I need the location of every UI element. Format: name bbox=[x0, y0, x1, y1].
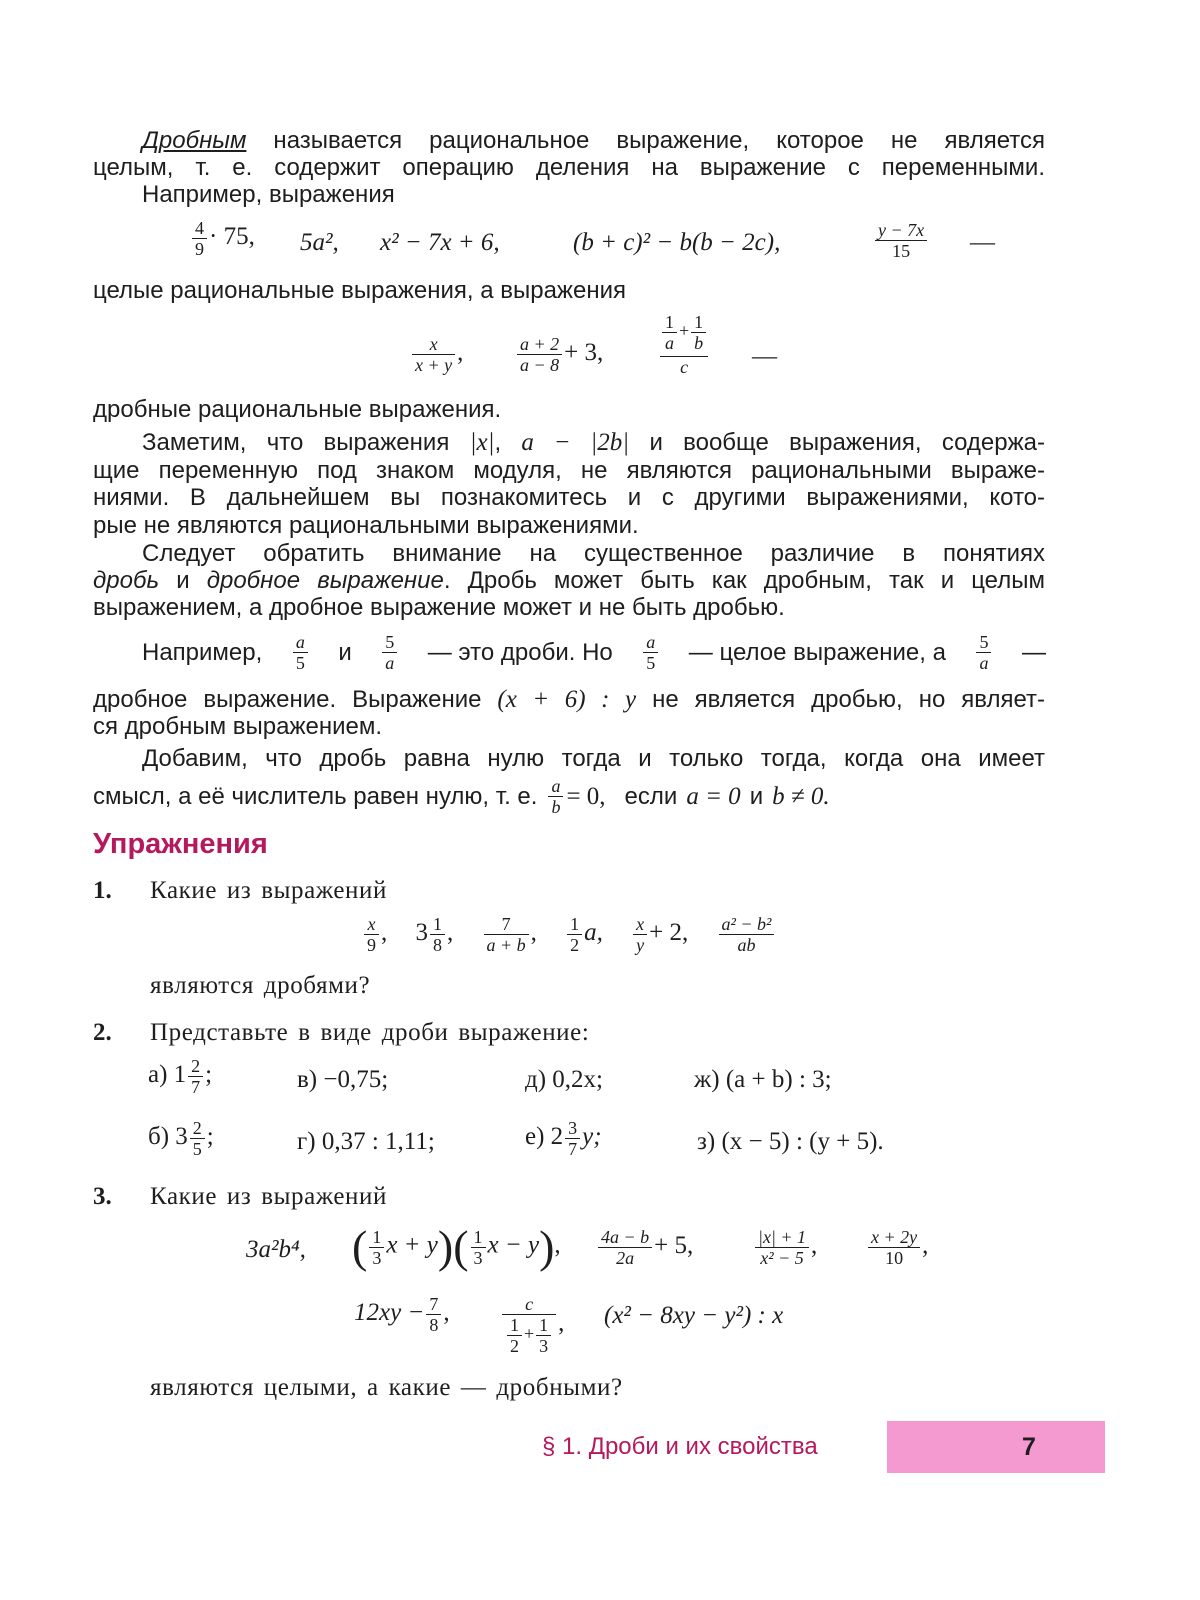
term-fractional: Дробным bbox=[142, 127, 247, 154]
exercise-3-expr-4: $\frac{|x| + 1}{\text{x² − 5}}$ , bbox=[753, 1227, 817, 1268]
expr-quadratic: x² − 7x + 6, bbox=[380, 229, 500, 256]
exercise-3-expr-7: c $\frac{1}{2}$ + $\frac{1}{3}$ , bbox=[500, 1294, 564, 1356]
exercise-3-expr-5: $\frac{x + 2y}{10}$ , bbox=[866, 1227, 928, 1268]
exercise-2-item-a: а) 1 $\frac{2}{7}$ ; bbox=[148, 1056, 213, 1097]
modulus-line-3: ниями. В дальнейшем вы познакомитесь и с другими выражениями, кото- bbox=[93, 484, 1045, 511]
dash: — bbox=[752, 343, 777, 370]
modulus-line-4: рые не являются рациональными выражениями. bbox=[93, 512, 639, 539]
definition-line-2: целым, т. е. содержит операцию деления на выражение с переменными. bbox=[93, 154, 1045, 181]
exercise-3-tail: являются целыми, а какие — дробными? bbox=[150, 1374, 623, 1401]
fraction: $\frac{4}{9}$ bbox=[192, 218, 207, 259]
difference-line-3: выражением, а дробное выражение может и не быть дробью. bbox=[93, 594, 785, 621]
expr-binomial: (b + c)² − b(b − 2c), bbox=[573, 229, 781, 256]
exercises-heading: Упражнения bbox=[93, 828, 268, 860]
exercise-3-expr-3: $\frac{4a - b}{2a}$ + 5, bbox=[596, 1227, 693, 1268]
definition-line-1 bbox=[93, 127, 1045, 154]
expr-compound-fraction bbox=[658, 312, 710, 377]
expr-x-over-xy: $\frac{x}{x + y}$ , bbox=[410, 334, 463, 375]
exercise-1-tail: являются дробями? bbox=[150, 972, 371, 999]
compound-fraction: $\frac{1}{a}$ + $\frac{1}{b}$ c bbox=[660, 312, 708, 377]
exercise-2-item-v: в) −0,75; bbox=[297, 1066, 389, 1093]
exercise-2-question: Представьте в виде дроби выражение: bbox=[150, 1019, 590, 1046]
whole-caption: целые рациональные выражения, а выражения bbox=[93, 277, 626, 304]
exercise-1-question: Какие из выражений bbox=[150, 877, 387, 904]
modulus-line-1: Заметим, что выражения |x|, a − |2b| и вообще выражения, содержа- bbox=[142, 429, 1045, 456]
definition-text: называется рациональное выражение, которое не является bbox=[246, 127, 1045, 154]
exercise-1-number: 1. bbox=[93, 877, 112, 904]
fraction-examples-line: Например, $\frac{a}{5}$ и $\frac{5}{a}$ — это дроби. Но $\frac{a}{5}$ — целое выражение, а $\frac{5}{a}$ — bbox=[142, 631, 1046, 673]
expr-5a2: 5a², bbox=[300, 229, 339, 256]
exercise-2-item-z: з) (x − 5) : (y + 5). bbox=[697, 1128, 884, 1155]
exercise-3-expr-8: (x² − 8xy − y²) : x bbox=[604, 1302, 784, 1329]
zero-fraction-line-1: Добавим, что дробь равна нулю тогда и только тогда, когда она имеет bbox=[142, 745, 1045, 772]
expr-tail: · 75, bbox=[209, 223, 255, 251]
exercise-2-number: 2. bbox=[93, 1019, 112, 1046]
page-number-box bbox=[887, 1421, 1105, 1473]
exercise-2-item-zh: ж) (a + b) : 3; bbox=[694, 1066, 832, 1093]
exercise-3-question: Какие из выражений bbox=[150, 1183, 387, 1210]
fraction: $\frac{x}{x + y}$ bbox=[412, 334, 455, 375]
expr-a-plus-2: $\frac{a + 2}{a - 8}$ + 3, bbox=[515, 334, 603, 375]
difference-line-1: Следует обратить внимание на существенное различие в понятиях bbox=[142, 540, 1045, 567]
exercise-2-item-b: б) 3 $\frac{2}{5}$ ; bbox=[148, 1118, 214, 1159]
exercise-1-expressions: $\frac{x}{9}$ , 3 $\frac{1}{8}$ , $\frac{7}{a + b}$ , $\frac{1}{2}$ a, $\frac{x}{y}$ + 2, $\frac{\text{a² − b²}}{ab}$ bbox=[362, 914, 776, 955]
difference-line-2: дробь и дробное выражение. Дробь может быть как дробным, так и целым bbox=[93, 567, 1045, 594]
whole-expressions-row bbox=[190, 218, 255, 259]
expr-y-minus-7x bbox=[873, 220, 929, 261]
modulus-line-2: щие переменную под знаком модуля, не являются рациональными выраже- bbox=[93, 457, 1045, 484]
zero-fraction-line-2: смысл, а её числитель равен нулю, т. е. $\frac{a}{b}$ = 0, если a = 0 и b ≠ 0. bbox=[93, 775, 830, 817]
exercise-2-item-d: д) 0,2x; bbox=[525, 1066, 603, 1093]
fraction: $\frac{a + 2}{a - 8}$ bbox=[517, 334, 562, 375]
exercise-2-item-e: е) 2 $\frac{3}{7}$ y; bbox=[525, 1118, 602, 1159]
exercise-3-number: 3. bbox=[93, 1183, 112, 1210]
exercise-3-expr-2: ( $\frac{1}{3}$ x + y)( $\frac{1}{3}$ x − y), bbox=[352, 1221, 561, 1272]
exercise-2-item-g: г) 0,37 : 1,11; bbox=[297, 1128, 435, 1155]
section-footer-title: § 1. Дроби и их свойства bbox=[542, 1433, 818, 1460]
fraction-caption: дробные рациональные выражения. bbox=[93, 396, 502, 423]
exercise-3-expr-1: 3a²b⁴, bbox=[246, 1236, 306, 1263]
expression-example-line: дробное выражение. Выражение (x + 6) : y не является дробью, но являет- bbox=[93, 686, 1045, 713]
example-intro: Например, выражения bbox=[142, 181, 395, 208]
fraction: $\frac{y - 7x}{15}$ bbox=[875, 220, 927, 261]
dash: — bbox=[970, 229, 995, 256]
exercise-3-expr-6: 12xy − $\frac{7}{8}$ , bbox=[354, 1294, 450, 1335]
page-number: 7 bbox=[1022, 1433, 1036, 1461]
expression-example-line-2: ся дробным выражением. bbox=[93, 713, 383, 740]
